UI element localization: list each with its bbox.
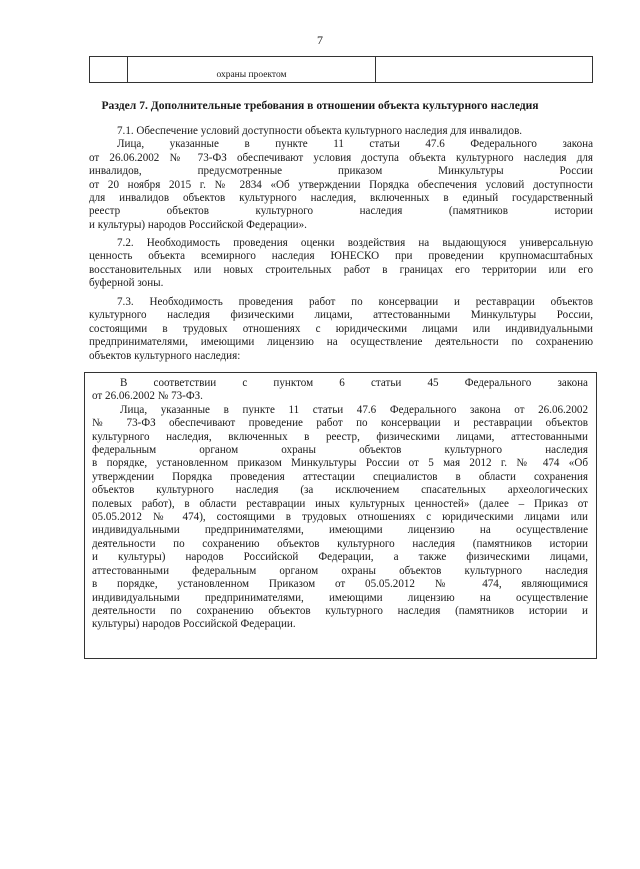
table-row bbox=[90, 57, 593, 83]
quote-line: утверждении Порядка проведения аттестации специалистов в области сохранения bbox=[92, 470, 588, 483]
paragraph-7-3 bbox=[89, 296, 593, 363]
paragraph-7-1 bbox=[89, 125, 593, 232]
quote-line: индивидуальными предпринимателями, имеющими лицензию на осуществление bbox=[92, 591, 588, 604]
paragraph-line: от 20 ноября 2015 г. № 2834 «Об утверждении Порядка обеспечения условий доступности bbox=[89, 178, 593, 191]
table-cell bbox=[90, 57, 128, 83]
paragraph-line: объектов культурного наследия: bbox=[89, 349, 241, 362]
quote-line: Лица, указанные в пункте 11 статьи 47.6 Федерального закона от 26.06.2002 bbox=[120, 403, 588, 416]
quote-line: от 26.06.2002 № 73-ФЗ. bbox=[92, 390, 203, 403]
quote-line: культурного наследия, включенных в реестр, физическими лицами, аттестованными bbox=[92, 430, 588, 443]
continued-table bbox=[89, 56, 593, 83]
quote-line: аттестованными федеральным органом охраны объектов культурного наследия bbox=[92, 564, 588, 577]
section-title: Раздел 7. Дополнительные требования в отношении объекта культурного наследия bbox=[101, 99, 539, 112]
quote-line: и культуры) народов Российской Федерации, а также физическими лицами, bbox=[92, 551, 588, 564]
paragraph-line: предпринимателями, имеющими лицензию на осуществление деятельности по сохранению bbox=[89, 336, 593, 349]
quote-line: деятельности по сохранению объектов культурного наследия (памятников истории и bbox=[92, 604, 588, 617]
quote-line: объектов культурного наследия (за исключением спасательных археологических bbox=[92, 484, 588, 497]
quote-line: № 73-ФЗ обеспечивают проведение работ по консервации и реставрации объектов bbox=[92, 417, 588, 430]
paragraph-line: ценность объекта всемирного наследия ЮНЕСКО при проведении крупномасштабных bbox=[89, 250, 593, 263]
paragraph-line: 7.3. Необходимость проведения работ по консервации и реставрации объектов bbox=[117, 296, 593, 308]
paragraph-line: и культуры) народов Российской Федерации». bbox=[89, 218, 307, 231]
quote-line: В соответствии с пунктом 6 статьи 45 Федерального закона bbox=[120, 377, 588, 389]
quote-line: 05.05.2012 № 474), состоящими в трудовых отношениях с юридическими лицами или bbox=[92, 511, 588, 524]
paragraph-line: 7.1. Обеспечение условий доступности объекта культурного наследия для инвалидов. bbox=[117, 125, 523, 137]
page-number: 7 bbox=[317, 33, 323, 47]
quote-line: в порядке, установленном Приказом от 05.05.2012 № 474, являющимися bbox=[92, 578, 588, 591]
paragraph-line: от 26.06.2002 № 73-ФЗ обеспечивают условия доступа объекта культурного наследия для bbox=[89, 151, 593, 164]
quote-line: деятельности по сохранению объектов культурного наследия (памятников истории bbox=[92, 537, 588, 550]
paragraph-line: буферной зоны. bbox=[89, 277, 164, 290]
paragraph-line: восстановительных или новых строительных работ в границах его территории или его bbox=[89, 263, 593, 276]
paragraph-line: 7.2. Необходимость проведения оценки воздействия на выдающуюся универсальную bbox=[117, 237, 593, 249]
quote-line: федеральным органом охраны объектов культурного наследия bbox=[92, 444, 588, 457]
paragraph-line: инвалидов, предусмотренные приказом Минкультуры России bbox=[89, 165, 593, 178]
paragraph-line: культурного наследия физическими лицами, аттестованными Минкультуры России, bbox=[89, 309, 593, 322]
paragraph-line: Лица, указанные в пункте 11 статьи 47.6 Федерального закона bbox=[117, 138, 593, 151]
paragraph-line: реестр объектов культурного наследия (памятников истории bbox=[89, 205, 593, 218]
quote-box-text bbox=[92, 377, 588, 632]
paragraph-line: состоящими в трудовых отношениях с юридическими лицами или индивидуальными bbox=[89, 322, 593, 335]
paragraph-7-2 bbox=[89, 237, 593, 291]
quote-line: полевых работ), в области реставрации иных культурных ценностей» (далее – Приказ от bbox=[92, 497, 588, 510]
quote-line: индивидуальными предпринимателями, имеющими лицензию на осуществление bbox=[92, 524, 588, 537]
table-cell bbox=[376, 57, 593, 83]
table-cell: охраны проектом bbox=[128, 57, 376, 83]
quote-line: культуры) народов Российской Федерации. bbox=[92, 618, 296, 631]
quote-line: в порядке, установленном приказом Минкультуры России от 5 мая 2012 г. № 474 «Об bbox=[92, 457, 588, 470]
paragraph-line: для инвалидов объектов культурного наследия, включенных в единый государственный bbox=[89, 192, 593, 205]
